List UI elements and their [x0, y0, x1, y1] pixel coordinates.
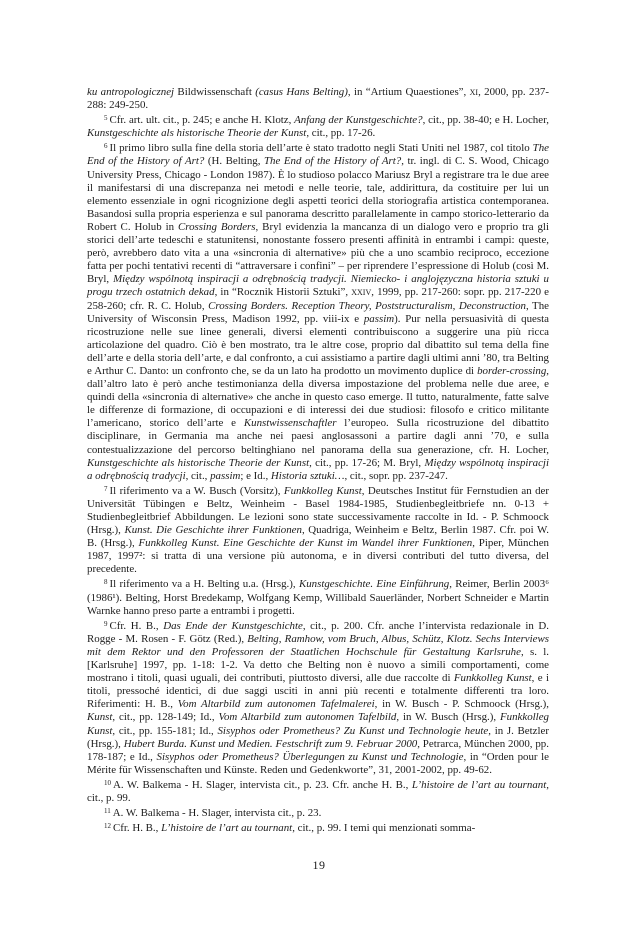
footnote-number: 6: [104, 142, 108, 151]
footnote-text: , cit., pp. 17-26.: [306, 127, 376, 140]
footnote-text: xi: [469, 86, 479, 98]
footnote-title-text: Funkkolleg Kunst: [283, 484, 362, 497]
footnote-title-text: Belting, Ramhow, vom Bruch, Albus, Schütz, Klotz. Sechs Interviews mit dem Rektor und den Professoren der Staatlichen Hochschule für Gestaltung Karlsruhe: [87, 632, 550, 658]
footnote-title-text: Crossing Borders: [178, 220, 256, 233]
footnote-text: , in “Rocznik Historii Sztuki”,: [214, 286, 352, 299]
footnote-text: , cit., p. 99.: [87, 778, 549, 804]
footnote-number: 5: [104, 114, 108, 123]
footnotes-block: [87, 86, 549, 835]
footnote-title-text: Sisyphos oder Prometheus? Zu Kunst und Technologie heute: [217, 724, 489, 737]
footnote-text: , s. l. [Karlsruhe] 1997, pp. 1-18: 1-2. Va detto che Belting non è nuovo a simili comportamenti, come mostrano i titoli, quasi uguali, dei contributi, piuttosto diversi, alle due raccolte di: [87, 645, 549, 685]
footnote-title-text: Między wspólnotą inspiracji a odrębnością tradycji: [87, 456, 549, 482]
footnote-text: xxiv: [351, 286, 372, 299]
footnote-title-text: Kunstgeschichte. Eine Einführung: [298, 578, 450, 591]
footnote-title-text: Sisyphos oder Prometheus? Überlegungen zu Kunst und Technologie: [156, 750, 464, 763]
footnote-title-text: Kunstgeschichte als historische Theorie der Kunst: [87, 127, 307, 140]
footnote-text: , Piper, München 1987, 1997²: si tratta di una versione più autonoma, e in diversi contributi del tutto diversa, del precedente.: [87, 537, 550, 576]
footnote-title-text: Vom Altarbild zum autonomen Tafelbild: [218, 711, 397, 724]
footnote-title-text: Kunst. Die Geschichte ihrer Funktionen: [124, 524, 302, 537]
footnote-text: , in “Artium Quaestiones”,: [347, 86, 470, 98]
footnote-title-text: passim: [363, 312, 395, 325]
footnote-text: (H. Belting,: [204, 155, 264, 168]
footnote: [87, 805, 549, 820]
footnote-title-text: ku antropologicznej: [87, 86, 175, 98]
page-number: 19: [312, 858, 326, 872]
footnote-title-text: Kunstgeschichte als historische Theorie der Kunst: [87, 456, 310, 469]
footnote: [87, 112, 549, 140]
footnote-text: , in J. Betzler (Hrsg.),: [87, 724, 549, 750]
footnote-text: , dall’altro lato è però anche testimonianza della diversa impostazione del problema nelle due aree, e quindi della «sincronia di alternative» che anche in questo caso emerge. Il tutto, naturalmente, fatte salve le differenze di formazione, di occupazioni e di interessi dei due studiosi: filosofo e critico militante l’americano, storico dell’arte e: [87, 364, 549, 430]
footnote: [87, 483, 549, 577]
footnote-text: Cfr. art. ult. cit., p. 245; e anche H. Klotz,: [109, 114, 295, 127]
footnote: [87, 576, 549, 617]
footnote-title-text: Między wspólnotą inspiracji a odrębnością tradycji. Niemiecko- i anglojęzyczna historia sztuki u progu trzech ostatnich dekad: [87, 273, 549, 299]
footnote-number: 7: [104, 484, 108, 493]
footnote-title-text: Historia sztuki…: [270, 469, 345, 482]
footnote-title-text: Vom Altarbild zum autonomen Tafelmalerei: [177, 698, 375, 711]
footnote: [87, 820, 549, 835]
footnote-title-text: Funkkolleg Kunst. Eine Geschichte der Kunst im Wandel ihrer Funktionen: [138, 537, 473, 550]
footnote-text: , tr. ingl. di C. S. Wood, Chicago University Press, Chicago - London 1987). È lo studioso polacco Mariusz Bryl a registrare tra le due aree il manifestarsi di una discrepanza nei metodi e nelle teorie, tale, addirittura, da costituire per lui un elemento essenziale in ogni ricognizione degli aspetti teorici della storiografia artistica contemporanea. Basandosi sulla propria esperienza e sul panorama descritto parallelamente in campo storico-letterario da Robert C. Holub in: [87, 155, 549, 233]
footnote-title-text: Das Ende der Kunstgeschichte: [163, 619, 303, 632]
footnote-title-text: Funkkolleg Kunst: [453, 672, 532, 685]
footnote-continuation: [87, 86, 549, 112]
footnote-number: 10: [104, 778, 111, 787]
footnote-title-text: passim: [210, 469, 241, 482]
footnote-number: 8: [104, 578, 108, 587]
footnote-title-text: Anfang der Kunstgeschichte?: [294, 114, 423, 127]
footnote-text: , 1999, pp. 217-260: sopr. pp. 217-220 e 258-260; cfr. R. C. Holub,: [87, 286, 549, 312]
footnote-text: Il primo libro sulla fine della storia dell’arte è stato tradotto negli Stati Uniti nel 1987, col titolo: [109, 142, 533, 155]
footnote-text: , cit., pp. 17-26; M. Bryl,: [309, 456, 425, 469]
footnote-text: , in W. Busch - P. Schmoock (Hrsg.),: [374, 698, 549, 711]
footnote-text: , 2000, pp. 237-288: 249-250.: [87, 86, 549, 112]
footnote-title-text: Kunst: [87, 711, 113, 724]
footnote-text: , e i titoli, pressoché identici, di due saggi usciti in anni più recenti e totalmente differenti tra loro. Riferimenti: H. B.,: [87, 672, 549, 711]
footnote-title-text: L’histoire de l’art au tournant: [161, 822, 293, 835]
footnote-title-text: Funkkolleg Kunst: [87, 711, 549, 737]
footnote-text: Il riferimento va a H. Belting u.a. (Hrsg.),: [109, 578, 299, 591]
footnote: [87, 140, 549, 482]
footnote-text: Bildwissenschaft: [174, 86, 256, 98]
footnote-text: Il riferimento va a W. Busch (Vorsitz),: [109, 484, 284, 497]
footnote-title-text: The End of the History of Art?: [263, 155, 402, 168]
footnote-text: Cfr. H. B.,: [109, 619, 164, 632]
footnote-text: , cit., p. 200. Cfr. anche l’intervista redazionale in D. Rogge - M. Rosen - F. Götz (Red.),: [87, 619, 549, 645]
footnote-number: 12: [104, 822, 111, 831]
footnote-title-text: Crossing Borders. Reception Theory, Poststructuralism, Deconstruction: [208, 299, 526, 312]
footnote-text: , in W. Busch (Hrsg.),: [396, 711, 500, 724]
footnote-text: , Bryl evidenzia la mancanza di un dialogo vero e proprio tra gli storici dell’arte tedeschi e statunitensi, nonostante fossero presenti affinità in entrambi i campi: queste, però, avrebbero dato vita a una «sincronia di alternative» più che a uno scambio reciproco, eccezione fatta per pochi tentativi recenti di “attraversare i confini” – per riprendere l’espressione di Holub (così M. Bryl,: [87, 220, 549, 286]
footnote-title-text: Kunstwissenschaftler: [243, 417, 337, 430]
footnote-title-text: (casus Hans Belting): [255, 86, 348, 98]
footnote-text: ; e Id.,: [240, 469, 271, 482]
footnote-text: , in “Orden pour le Mérite für Wissenschaften und Künste. Reden und Gedenkworte”, 31, 2001-2002, pp. 49-62.: [87, 750, 550, 776]
footnote-text: , Petrarca, München 2000, pp. 178-187; e Id.,: [87, 737, 549, 763]
footnote-text: , Quadriga, Weinheim e Beltz, Berlin 1987. Cfr. poi W. B. (Hrsg.),: [87, 524, 549, 550]
footnote-title-text: The End of the History of Art?: [87, 142, 549, 168]
footnote-title-text: border-crossing: [477, 364, 547, 377]
footnote-title-text: L’histoire de l’art au tournant: [411, 778, 547, 791]
footnote-text: A. W. Balkema - H. Slager, intervista cit., p. 23. Cfr. anche H. B.,: [113, 778, 412, 791]
footnote-text: , cit., pp. 128-149; Id.,: [112, 711, 219, 724]
footnote-text: Cfr. H. B.,: [113, 822, 162, 835]
footnote-number: 9: [104, 619, 108, 628]
footnote-text: , cit.,: [185, 469, 211, 482]
footnote-text: , Reimer, Berlin 2003⁶ (1986¹). Belting, Horst Bredekamp, Wolfgang Kemp, Willibald Sauerländer, Norbert Schneider e Martin Warnke hanno preso parte a entrambi i progetti.: [87, 578, 549, 617]
footnote-text: , The University of Wisconsin Press, Madison 1992, pp. viii-ix e: [87, 299, 549, 325]
footnote-text: l’europeo. Sulla ricostruzione del dibattito disciplinare, in Germania ma anche nei paesi anglosassoni a partire dagli anni ’70, e sulla contestualizzazione del percorso beltinghiano nel panorama della sua generazione, cfr. H. Locher,: [87, 417, 549, 456]
footnote-text: , cit., pp. 155-181; Id.,: [112, 724, 218, 737]
footnote-text: , cit., p. 99. I temi qui menzionati somma-: [292, 822, 476, 835]
footnote: [87, 777, 549, 805]
footnote-text: ). Pur nella persuasività di questa ricostruzione nelle sue linee generali, diversi elementi contribuiscono a suggerire una più ricca articolazione del quadro. Ciò è ben mostrato, tra le altre cose, proprio dal dibattito sul tema della fine dell’arte e della storia dell’arte, e dal confronto, a cui assistiamo a partire dagli ultimi anni ’80, tra Belting e Arthur C. Danto: un confronto che, se da un lato ha prodotto un movimento duplice di: [87, 312, 549, 377]
footnote-number: 11: [104, 807, 111, 816]
footnote-text: , cit., sopr. pp. 237-247.: [344, 469, 448, 482]
footnote-text: A. W. Balkema - H. Slager, intervista cit., p. 23.: [112, 807, 322, 820]
footnote-text: , Deutsches Institut für Fernstudien an der Universität Tübingen e Beltz, Weinheim - Basel 1984-1985, Studienbegleitbriefe nn. 0-13 + Studienbegleitbrief Abbildungen. Le lezioni sono state successivamente raccolte in Id. - P. Schmoock (Hrsg.),: [87, 484, 549, 537]
footnote-text: , cit., pp. 38-40; e H. Locher,: [422, 114, 550, 127]
footnote-title-text: Hubert Burda. Kunst und Medien. Festschrift zum 9. Februar 2000: [123, 737, 418, 750]
footnote: [87, 618, 549, 777]
